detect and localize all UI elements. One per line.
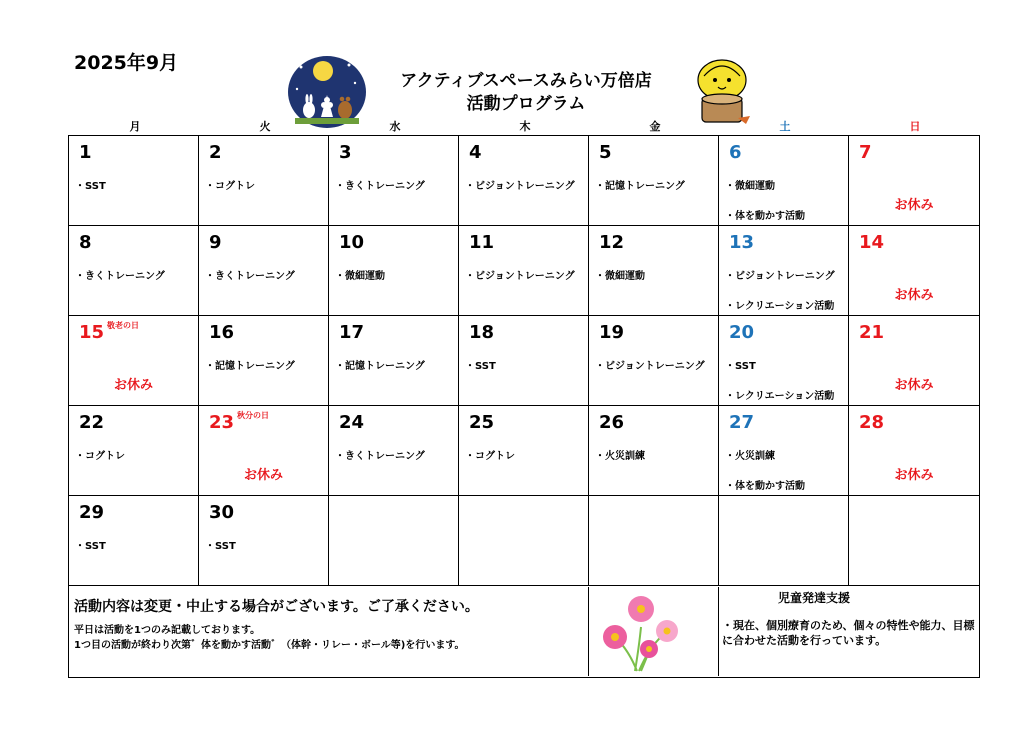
day-cell bbox=[69, 406, 199, 496]
weekday-fri: 金 bbox=[649, 120, 661, 133]
day-number: 18 bbox=[469, 322, 495, 343]
activity-item: ・SST bbox=[465, 361, 496, 372]
day-cell bbox=[69, 136, 199, 226]
day-cell bbox=[329, 316, 459, 406]
day-number: 12 bbox=[599, 232, 625, 253]
day-number: 23 bbox=[209, 412, 235, 433]
activity-item: ・ビジョントレーニング bbox=[595, 361, 705, 372]
day-cell bbox=[849, 406, 979, 496]
month-title: 2025年9月 bbox=[74, 52, 179, 74]
day-number: 27 bbox=[729, 412, 755, 433]
day-number: 21 bbox=[859, 322, 885, 343]
day-cell bbox=[199, 406, 329, 496]
day-number: 24 bbox=[339, 412, 365, 433]
activity-item: ・ビジョントレーニング bbox=[465, 271, 575, 282]
day-cell bbox=[329, 496, 459, 586]
rest-label: お休み bbox=[243, 468, 283, 483]
day-cell bbox=[459, 316, 589, 406]
day-cell bbox=[849, 496, 979, 586]
activity-item: ・きくトレーニング bbox=[75, 271, 165, 282]
day-number: 28 bbox=[859, 412, 885, 433]
day-number: 8 bbox=[79, 232, 92, 253]
activity-item: ・コグトレ bbox=[465, 451, 515, 462]
support-title: 児童発達支援 bbox=[777, 591, 850, 605]
day-number: 22 bbox=[79, 412, 105, 433]
holiday-name: 敬老の日 bbox=[107, 321, 139, 330]
rest-label: お休み bbox=[894, 288, 934, 303]
rest-label: お休み bbox=[894, 468, 934, 483]
activity-item: ・きくトレーニング bbox=[335, 181, 425, 192]
activity-item: ・SST bbox=[205, 541, 236, 552]
notice-line-1: 平日は活動を1つのみ記載しております。 bbox=[74, 625, 261, 636]
day-number: 20 bbox=[729, 322, 755, 343]
cosmos-flower-illustration bbox=[589, 587, 719, 676]
weekday-sun: 日 bbox=[909, 120, 921, 133]
day-cell bbox=[199, 316, 329, 406]
day-number: 5 bbox=[599, 142, 612, 163]
day-number: 14 bbox=[859, 232, 885, 253]
support-cell bbox=[719, 587, 979, 676]
holiday-name: 秋分の日 bbox=[237, 411, 269, 420]
activity-item: ・きくトレーニング bbox=[205, 271, 295, 282]
activity-item: ・記憶トレーニング bbox=[335, 361, 425, 372]
facility-name: アクティブスペースみらい万倍店 bbox=[400, 71, 652, 91]
day-cell bbox=[849, 226, 979, 316]
day-cell bbox=[69, 226, 199, 316]
day-number: 15 bbox=[79, 322, 105, 343]
day-number: 26 bbox=[599, 412, 625, 433]
day-cell bbox=[589, 136, 719, 226]
day-cell bbox=[199, 136, 329, 226]
day-number: 6 bbox=[729, 142, 742, 163]
day-cell bbox=[459, 136, 589, 226]
day-cell bbox=[719, 316, 849, 406]
weekday-wed: 水 bbox=[389, 120, 401, 133]
day-number: 4 bbox=[469, 142, 482, 163]
day-number: 19 bbox=[599, 322, 625, 343]
activity-item: ・火災訓練 bbox=[725, 451, 775, 462]
activity-item: ・SST bbox=[75, 181, 106, 192]
activity-item: ・体を動かす活動 bbox=[725, 481, 805, 492]
activity-item: ・微細運動 bbox=[595, 271, 645, 282]
day-cell bbox=[719, 226, 849, 316]
day-cell bbox=[719, 406, 849, 496]
day-cell bbox=[719, 496, 849, 586]
day-cell bbox=[589, 496, 719, 586]
day-cell bbox=[589, 406, 719, 496]
day-number: 1 bbox=[79, 142, 92, 163]
day-cell bbox=[199, 496, 329, 586]
activity-item: ・レクリエーション活動 bbox=[725, 301, 835, 312]
day-cell bbox=[69, 496, 199, 586]
rest-label: お休み bbox=[894, 378, 934, 393]
activity-item: ・コグトレ bbox=[75, 451, 125, 462]
day-cell bbox=[459, 226, 589, 316]
day-cell bbox=[329, 226, 459, 316]
weekday-mon: 月 bbox=[129, 120, 141, 133]
day-number: 11 bbox=[469, 232, 495, 253]
weekday-header bbox=[70, 118, 980, 134]
day-cell bbox=[329, 406, 459, 496]
activity-item: ・微細運動 bbox=[725, 181, 775, 192]
day-cell bbox=[199, 226, 329, 316]
day-cell bbox=[329, 136, 459, 226]
flower-cell bbox=[589, 587, 719, 676]
activity-item: ・記憶トレーニング bbox=[205, 361, 295, 372]
day-cell bbox=[589, 316, 719, 406]
activity-item: ・SST bbox=[725, 361, 756, 372]
day-number: 25 bbox=[469, 412, 495, 433]
support-text: ・現在、個別療育のため、個々の特性や能力、目標に合わせた活動を行っています。 bbox=[722, 619, 975, 647]
activity-item: ・火災訓練 bbox=[595, 451, 645, 462]
day-number: 9 bbox=[209, 232, 222, 253]
activity-item: ・ビジョントレーニング bbox=[725, 271, 835, 282]
rest-label: お休み bbox=[894, 198, 934, 213]
day-number: 13 bbox=[729, 232, 755, 253]
activity-item: ・体を動かす活動 bbox=[725, 211, 805, 222]
weekday-thu: 木 bbox=[519, 120, 531, 133]
notice-cell bbox=[69, 587, 589, 676]
activity-item: ・きくトレーニング bbox=[335, 451, 425, 462]
rest-label: お休み bbox=[113, 378, 153, 393]
day-cell bbox=[69, 316, 199, 406]
day-cell bbox=[459, 496, 589, 586]
activity-item: ・微細運動 bbox=[335, 271, 385, 282]
day-number: 7 bbox=[859, 142, 872, 163]
weekday-tue: 火 bbox=[259, 120, 271, 133]
day-cell bbox=[589, 226, 719, 316]
day-cell bbox=[849, 316, 979, 406]
calendar-grid bbox=[68, 135, 980, 678]
day-cell bbox=[849, 136, 979, 226]
activity-item: ・ビジョントレーニング bbox=[465, 181, 575, 192]
notice-line-2: 1つ目の活動が終わり次第゛体を動かす活動゛（体幹・リレー・ボール等)を行います。 bbox=[74, 640, 465, 651]
day-cell bbox=[459, 406, 589, 496]
day-number: 16 bbox=[209, 322, 235, 343]
header-title bbox=[376, 70, 676, 116]
activity-item: ・SST bbox=[75, 541, 106, 552]
day-number: 3 bbox=[339, 142, 352, 163]
day-cell bbox=[719, 136, 849, 226]
activity-item: ・コグトレ bbox=[205, 181, 255, 192]
day-number: 10 bbox=[339, 232, 365, 253]
day-number: 30 bbox=[209, 502, 235, 523]
notice-main: 活動内容は変更・中止する場合がございます。ご了承ください。 bbox=[74, 599, 479, 615]
chestnut-on-stump-illustration bbox=[690, 54, 754, 128]
day-number: 29 bbox=[79, 502, 105, 523]
activity-item: ・記憶トレーニング bbox=[595, 181, 685, 192]
weekday-sat: 土 bbox=[779, 120, 791, 133]
day-number: 2 bbox=[209, 142, 222, 163]
day-number: 17 bbox=[339, 322, 365, 343]
program-title: 活動プログラム bbox=[466, 94, 586, 114]
activity-item: ・レクリエーション活動 bbox=[725, 391, 835, 402]
